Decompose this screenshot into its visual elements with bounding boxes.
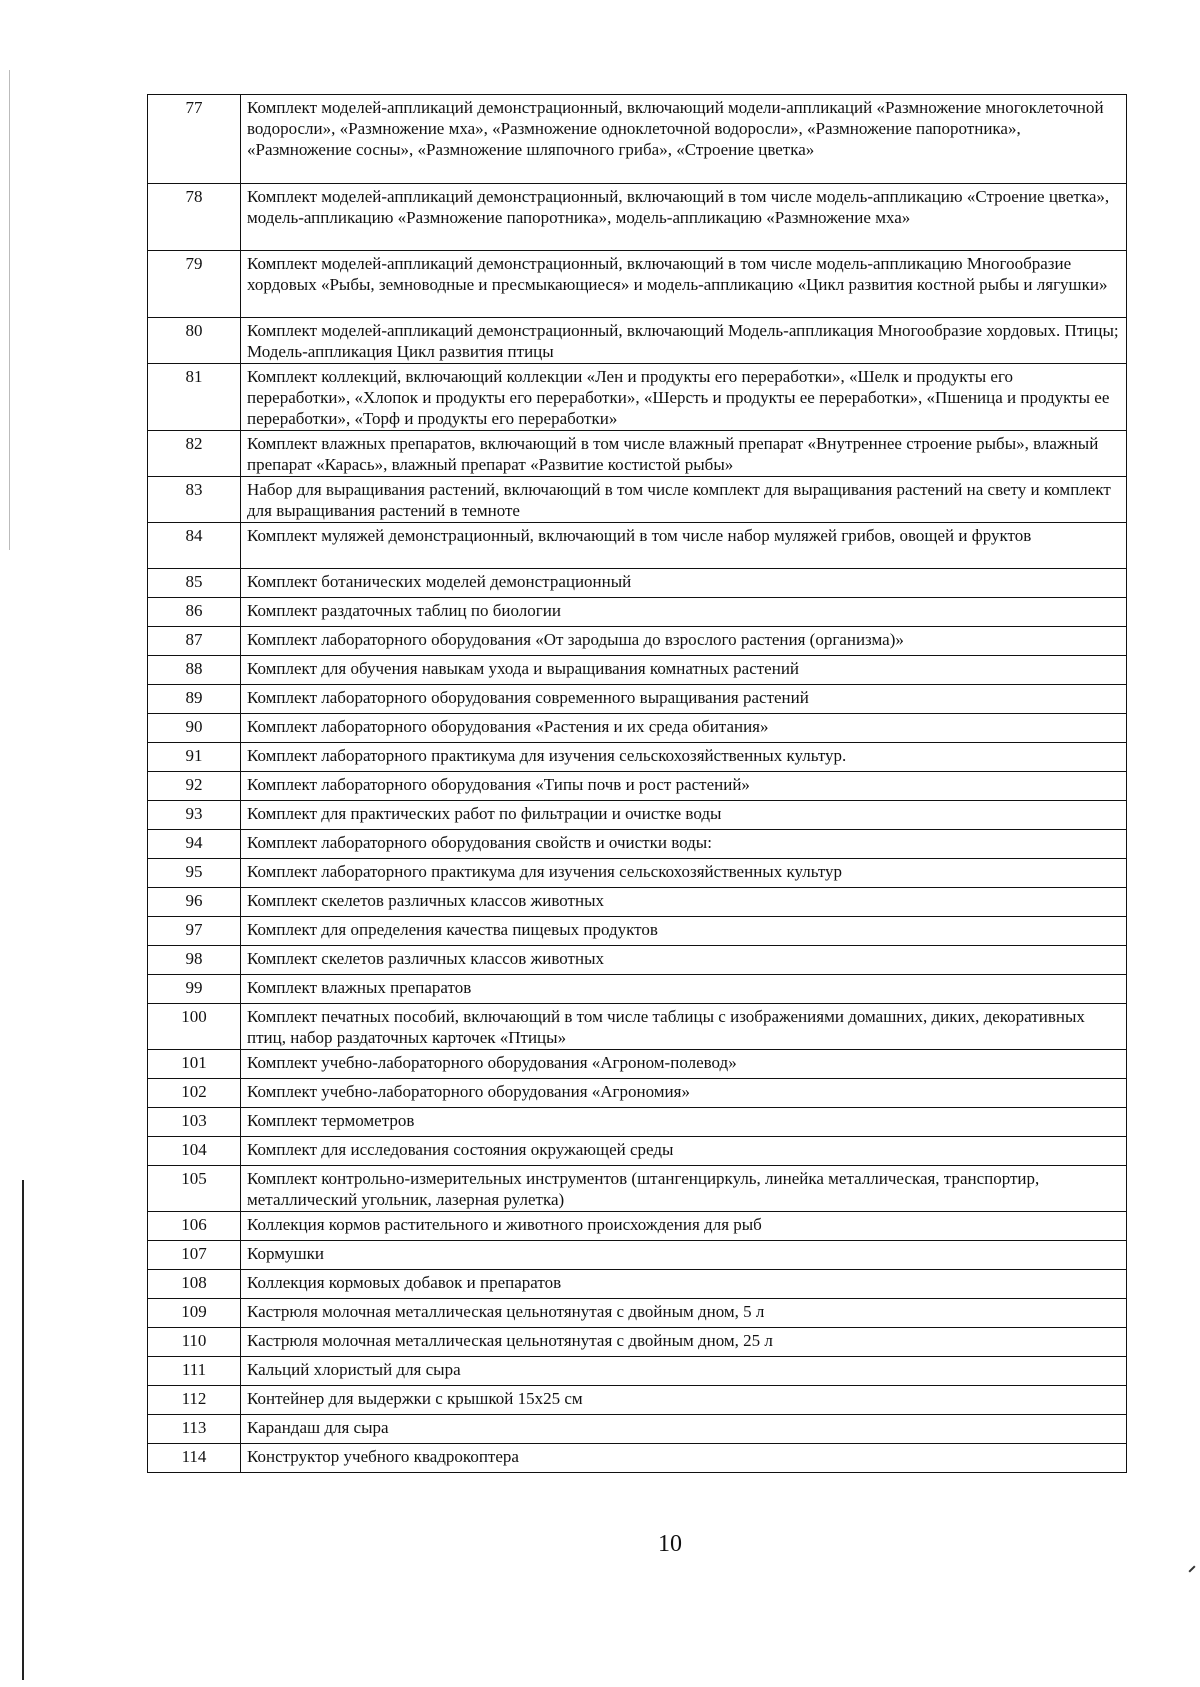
row-description: Комплект влажных препаратов, включающий в том числе влажный препарат «Внутреннее строение рыбы», влажный препарат «Карась», влажный препарат «Развитие костистой рыбы» xyxy=(241,431,1127,477)
row-description: Комплект лабораторного оборудования «Растения и их среда обитания» xyxy=(241,714,1127,743)
scan-mark xyxy=(1188,1565,1195,1572)
row-number: 105 xyxy=(148,1166,241,1212)
row-description: Кормушки xyxy=(241,1241,1127,1270)
table-row xyxy=(148,714,1127,743)
table-row xyxy=(148,1166,1127,1212)
row-description: Комплект для исследования состояния окружающей среды xyxy=(241,1137,1127,1166)
table-row xyxy=(148,184,1127,251)
table-row xyxy=(148,743,1127,772)
table-row xyxy=(148,917,1127,946)
row-description: Комплект скелетов различных классов животных xyxy=(241,888,1127,917)
row-description: Комплект раздаточных таблиц по биологии xyxy=(241,598,1127,627)
row-description: Комплект учебно-лабораторного оборудования «Агрономия» xyxy=(241,1079,1127,1108)
row-description: Комплект моделей-аппликаций демонстрационный, включающий Модель-аппликация Многообразие хордовых. Птицы; Модель-аппликация Цикл развития птицы xyxy=(241,318,1127,364)
table-row xyxy=(148,95,1127,184)
row-description: Конструктор учебного квадрокоптера xyxy=(241,1444,1127,1473)
row-number: 98 xyxy=(148,946,241,975)
table-row xyxy=(148,364,1127,431)
row-number: 93 xyxy=(148,801,241,830)
row-number: 87 xyxy=(148,627,241,656)
row-number: 78 xyxy=(148,184,241,251)
row-number: 89 xyxy=(148,685,241,714)
row-description: Комплект учебно-лабораторного оборудования «Агроном-полевод» xyxy=(241,1050,1127,1079)
row-description: Комплект муляжей демонстрационный, включающий в том числе набор муляжей грибов, овощей и фруктов xyxy=(241,523,1127,569)
row-number: 80 xyxy=(148,318,241,364)
row-number: 94 xyxy=(148,830,241,859)
row-number: 96 xyxy=(148,888,241,917)
row-description: Комплект лабораторного оборудования современного выращивания растений xyxy=(241,685,1127,714)
row-description: Кальций хлористый для сыра xyxy=(241,1357,1127,1386)
row-description: Кастрюля молочная металлическая цельнотянутая с двойным дном, 5 л xyxy=(241,1299,1127,1328)
table-row xyxy=(148,569,1127,598)
scan-edge-line xyxy=(22,1180,24,1680)
row-description: Комплект лабораторного оборудования «От зародыша до взрослого растения (организма)» xyxy=(241,627,1127,656)
row-number: 109 xyxy=(148,1299,241,1328)
scan-edge-line xyxy=(9,70,10,550)
table-row xyxy=(148,830,1127,859)
row-description: Кастрюля молочная металлическая цельнотянутая с двойным дном, 25 л xyxy=(241,1328,1127,1357)
table-row xyxy=(148,1299,1127,1328)
table-row xyxy=(148,1108,1127,1137)
row-description: Комплект контрольно-измерительных инструментов (штангенциркуль, линейка металлическая, транспортир, металлический угольник, лазерная рулетка) xyxy=(241,1166,1127,1212)
row-number: 106 xyxy=(148,1212,241,1241)
row-description: Комплект моделей-аппликаций демонстрационный, включающий в том числе модель-аппликацию Многообразие хордовых «Рыбы, земноводные и пресмыкающиеся» и модель-аппликацию «Цикл развития костной рыбы и лягушки» xyxy=(241,251,1127,318)
table-row xyxy=(148,431,1127,477)
table-row xyxy=(148,888,1127,917)
row-number: 83 xyxy=(148,477,241,523)
table-row xyxy=(148,975,1127,1004)
table-row xyxy=(148,1270,1127,1299)
row-description: Комплект термометров xyxy=(241,1108,1127,1137)
table-row xyxy=(148,1444,1127,1473)
row-number: 86 xyxy=(148,598,241,627)
row-description: Коллекция кормов растительного и животного происхождения для рыб xyxy=(241,1212,1127,1241)
row-number: 101 xyxy=(148,1050,241,1079)
row-number: 79 xyxy=(148,251,241,318)
table-row xyxy=(148,1212,1127,1241)
row-description: Карандаш для сыра xyxy=(241,1415,1127,1444)
row-number: 110 xyxy=(148,1328,241,1357)
row-description: Комплект лабораторного практикума для изучения сельскохозяйственных культур. xyxy=(241,743,1127,772)
row-description: Комплект печатных пособий, включающий в том числе таблицы с изображениями домашних, диких, декоративных птиц, набор раздаточных карточек «Птицы» xyxy=(241,1004,1127,1050)
row-number: 113 xyxy=(148,1415,241,1444)
table-row xyxy=(148,1415,1127,1444)
table-row xyxy=(148,859,1127,888)
row-number: 91 xyxy=(148,743,241,772)
table-row xyxy=(148,1079,1127,1108)
row-number: 95 xyxy=(148,859,241,888)
row-description: Комплект моделей-аппликаций демонстрационный, включающий модели-аппликаций «Размножение многоклеточной водоросли», «Размножение мха», «Размножение одноклеточной водоросли», «Размножение папоротника», «Размножение сосны», «Размножение шляпочного гриба», «Строение цветка» xyxy=(241,95,1127,184)
table-row xyxy=(148,1357,1127,1386)
table-row xyxy=(148,627,1127,656)
row-number: 97 xyxy=(148,917,241,946)
table-row xyxy=(148,598,1127,627)
row-number: 108 xyxy=(148,1270,241,1299)
row-number: 112 xyxy=(148,1386,241,1415)
row-number: 84 xyxy=(148,523,241,569)
page-number: 10 xyxy=(658,1531,682,1557)
row-number: 99 xyxy=(148,975,241,1004)
row-description: Коллекция кормовых добавок и препаратов xyxy=(241,1270,1127,1299)
row-description: Комплект для определения качества пищевых продуктов xyxy=(241,917,1127,946)
row-number: 92 xyxy=(148,772,241,801)
row-description: Комплект ботанических моделей демонстрационный xyxy=(241,569,1127,598)
table-row xyxy=(148,1004,1127,1050)
row-description: Комплект лабораторного оборудования свойств и очистки воды: xyxy=(241,830,1127,859)
table-row xyxy=(148,1328,1127,1357)
table-row xyxy=(148,1050,1127,1079)
row-number: 114 xyxy=(148,1444,241,1473)
row-number: 90 xyxy=(148,714,241,743)
equipment-table xyxy=(147,94,1127,1473)
row-number: 111 xyxy=(148,1357,241,1386)
row-description: Комплект коллекций, включающий коллекции «Лен и продукты его переработки», «Шелк и продукты его переработки», «Хлопок и продукты его переработки», «Шерсть и продукты ее переработки», «Пшеница и продукты ее переработки», «Торф и продукты его переработки» xyxy=(241,364,1127,431)
table-row xyxy=(148,1241,1127,1270)
row-number: 100 xyxy=(148,1004,241,1050)
row-number: 103 xyxy=(148,1108,241,1137)
row-number: 77 xyxy=(148,95,241,184)
row-description: Комплект моделей-аппликаций демонстрационный, включающий в том числе модель-аппликацию «Строение цветка», модель-аппликацию «Размножение папоротника», модель-аппликацию «Размножение мха» xyxy=(241,184,1127,251)
row-description: Набор для выращивания растений, включающий в том числе комплект для выращивания растений на свету и комплект для выращивания растений в темноте xyxy=(241,477,1127,523)
row-number: 85 xyxy=(148,569,241,598)
table-row xyxy=(148,318,1127,364)
row-number: 81 xyxy=(148,364,241,431)
table-row xyxy=(148,685,1127,714)
table-row xyxy=(148,946,1127,975)
table-row xyxy=(148,801,1127,830)
row-number: 88 xyxy=(148,656,241,685)
row-description: Комплект влажных препаратов xyxy=(241,975,1127,1004)
row-description: Комплект скелетов различных классов животных xyxy=(241,946,1127,975)
row-description: Комплект для обучения навыкам ухода и выращивания комнатных растений xyxy=(241,656,1127,685)
table-row xyxy=(148,1137,1127,1166)
table-row xyxy=(148,523,1127,569)
row-description: Контейнер для выдержки с крышкой 15х25 см xyxy=(241,1386,1127,1415)
row-number: 82 xyxy=(148,431,241,477)
row-description: Комплект лабораторного практикума для изучения сельскохозяйственных культур xyxy=(241,859,1127,888)
table-row xyxy=(148,772,1127,801)
table-row xyxy=(148,656,1127,685)
row-description: Комплект для практических работ по фильтрации и очистке воды xyxy=(241,801,1127,830)
row-number: 104 xyxy=(148,1137,241,1166)
table-row xyxy=(148,251,1127,318)
row-number: 102 xyxy=(148,1079,241,1108)
table-row xyxy=(148,477,1127,523)
table-row xyxy=(148,1386,1127,1415)
row-number: 107 xyxy=(148,1241,241,1270)
row-description: Комплект лабораторного оборудования «Типы почв и рост растений» xyxy=(241,772,1127,801)
